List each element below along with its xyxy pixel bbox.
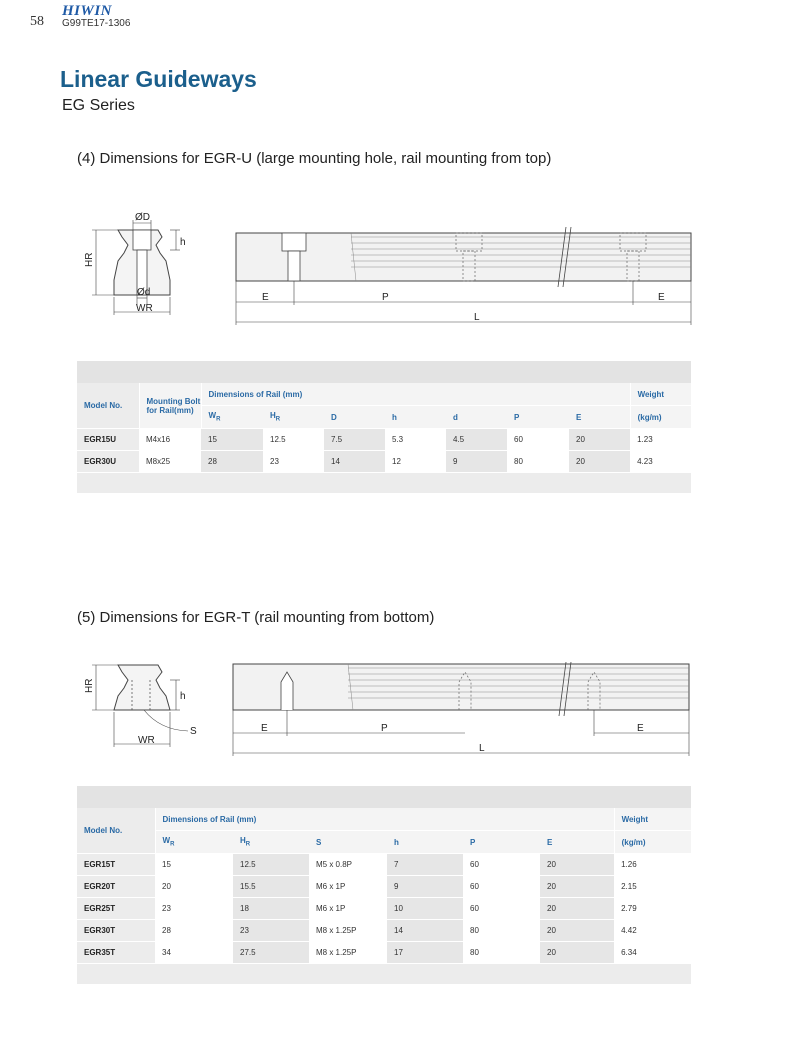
document-code: G99TE17-1306 xyxy=(62,18,131,29)
page-title: Linear Guideways xyxy=(60,66,257,92)
h-label: h xyxy=(180,691,186,702)
col-wr: $W_R$ xyxy=(201,406,263,429)
hr-label: HR xyxy=(84,678,95,693)
e-right-label: E xyxy=(637,723,644,734)
bolt-header: Mounting Bolt for Rail(mm) xyxy=(139,383,201,429)
page-subtitle: EG Series xyxy=(62,97,135,114)
od-label: ØD xyxy=(135,212,150,223)
col-p: P xyxy=(463,831,540,854)
e-left-label: E xyxy=(261,723,268,734)
col-d-small: d xyxy=(446,406,507,429)
egr-u-side-view-diagram xyxy=(236,225,696,330)
col-h: h xyxy=(387,831,463,854)
wr-label: WR xyxy=(138,735,155,746)
brand-logo: HIWIN xyxy=(62,3,113,19)
col-e: E xyxy=(569,406,630,429)
table-row: EGR20T 20 15.5 M6 x 1P 9 60 20 2.15 xyxy=(77,876,691,898)
egr-t-cross-section-diagram xyxy=(80,655,210,750)
dimensions-header: Dimensions of Rail (mm) xyxy=(155,808,614,831)
egr-t-side-view-diagram xyxy=(233,662,693,760)
egr-t-dimension-table xyxy=(77,786,691,984)
egr-u-cross-section-diagram xyxy=(80,205,210,325)
l-label: L xyxy=(474,312,480,323)
dimensions-header: Dimensions of Rail (mm) xyxy=(201,383,630,406)
model-header: Model No. xyxy=(77,808,155,854)
page-number: 58 xyxy=(30,14,44,29)
table-row: EGR15T 15 12.5 M5 x 0.8P 7 60 20 1.26 xyxy=(77,854,691,876)
col-wr: $W_R$ xyxy=(155,831,233,854)
weight-header: Weight xyxy=(630,383,691,406)
p-label: P xyxy=(381,723,388,734)
col-weight-unit: (kg/m) xyxy=(630,406,691,429)
col-p: P xyxy=(507,406,569,429)
wr-label: WR xyxy=(136,303,153,314)
section-title-egr-u: (4) Dimensions for EGR-U (large mounting hole, rail mounting from top) xyxy=(77,150,552,167)
col-s: S xyxy=(309,831,387,854)
table-row: EGR25T 23 18 M6 x 1P 10 60 20 2.79 xyxy=(77,898,691,920)
col-e: E xyxy=(540,831,614,854)
id-label: Ød xyxy=(137,287,151,298)
section-title-egr-t: (5) Dimensions for EGR-T (rail mounting from bottom) xyxy=(77,609,435,626)
hr-label: HR xyxy=(84,252,95,267)
table-row: EGR35T 34 27.5 M8 x 1.25P 17 80 20 6.34 xyxy=(77,942,691,964)
l-label: L xyxy=(479,743,485,754)
col-h: h xyxy=(385,406,446,429)
col-hr: $H_R$ xyxy=(233,831,309,854)
table-row: EGR30T 28 23 M8 x 1.25P 14 80 20 4.42 xyxy=(77,920,691,942)
model-header: Model No. xyxy=(77,383,139,429)
table-row: EGR15U M4x16 15 12.5 7.5 5.3 4.5 60 20 1.23 xyxy=(77,429,691,451)
table-row: EGR30U M8x25 28 23 14 12 9 80 20 4.23 xyxy=(77,451,691,473)
h-label: h xyxy=(180,237,186,248)
e-right-label: E xyxy=(658,292,665,303)
s-label: S xyxy=(190,726,197,737)
col-hr: $H_R$ xyxy=(263,406,324,429)
egr-u-dimension-table xyxy=(77,361,691,493)
col-weight-unit: (kg/m) xyxy=(614,831,691,854)
col-d-big: D xyxy=(324,406,385,429)
weight-header: Weight xyxy=(614,808,691,831)
e-left-label: E xyxy=(262,292,269,303)
p-label: P xyxy=(382,292,389,303)
